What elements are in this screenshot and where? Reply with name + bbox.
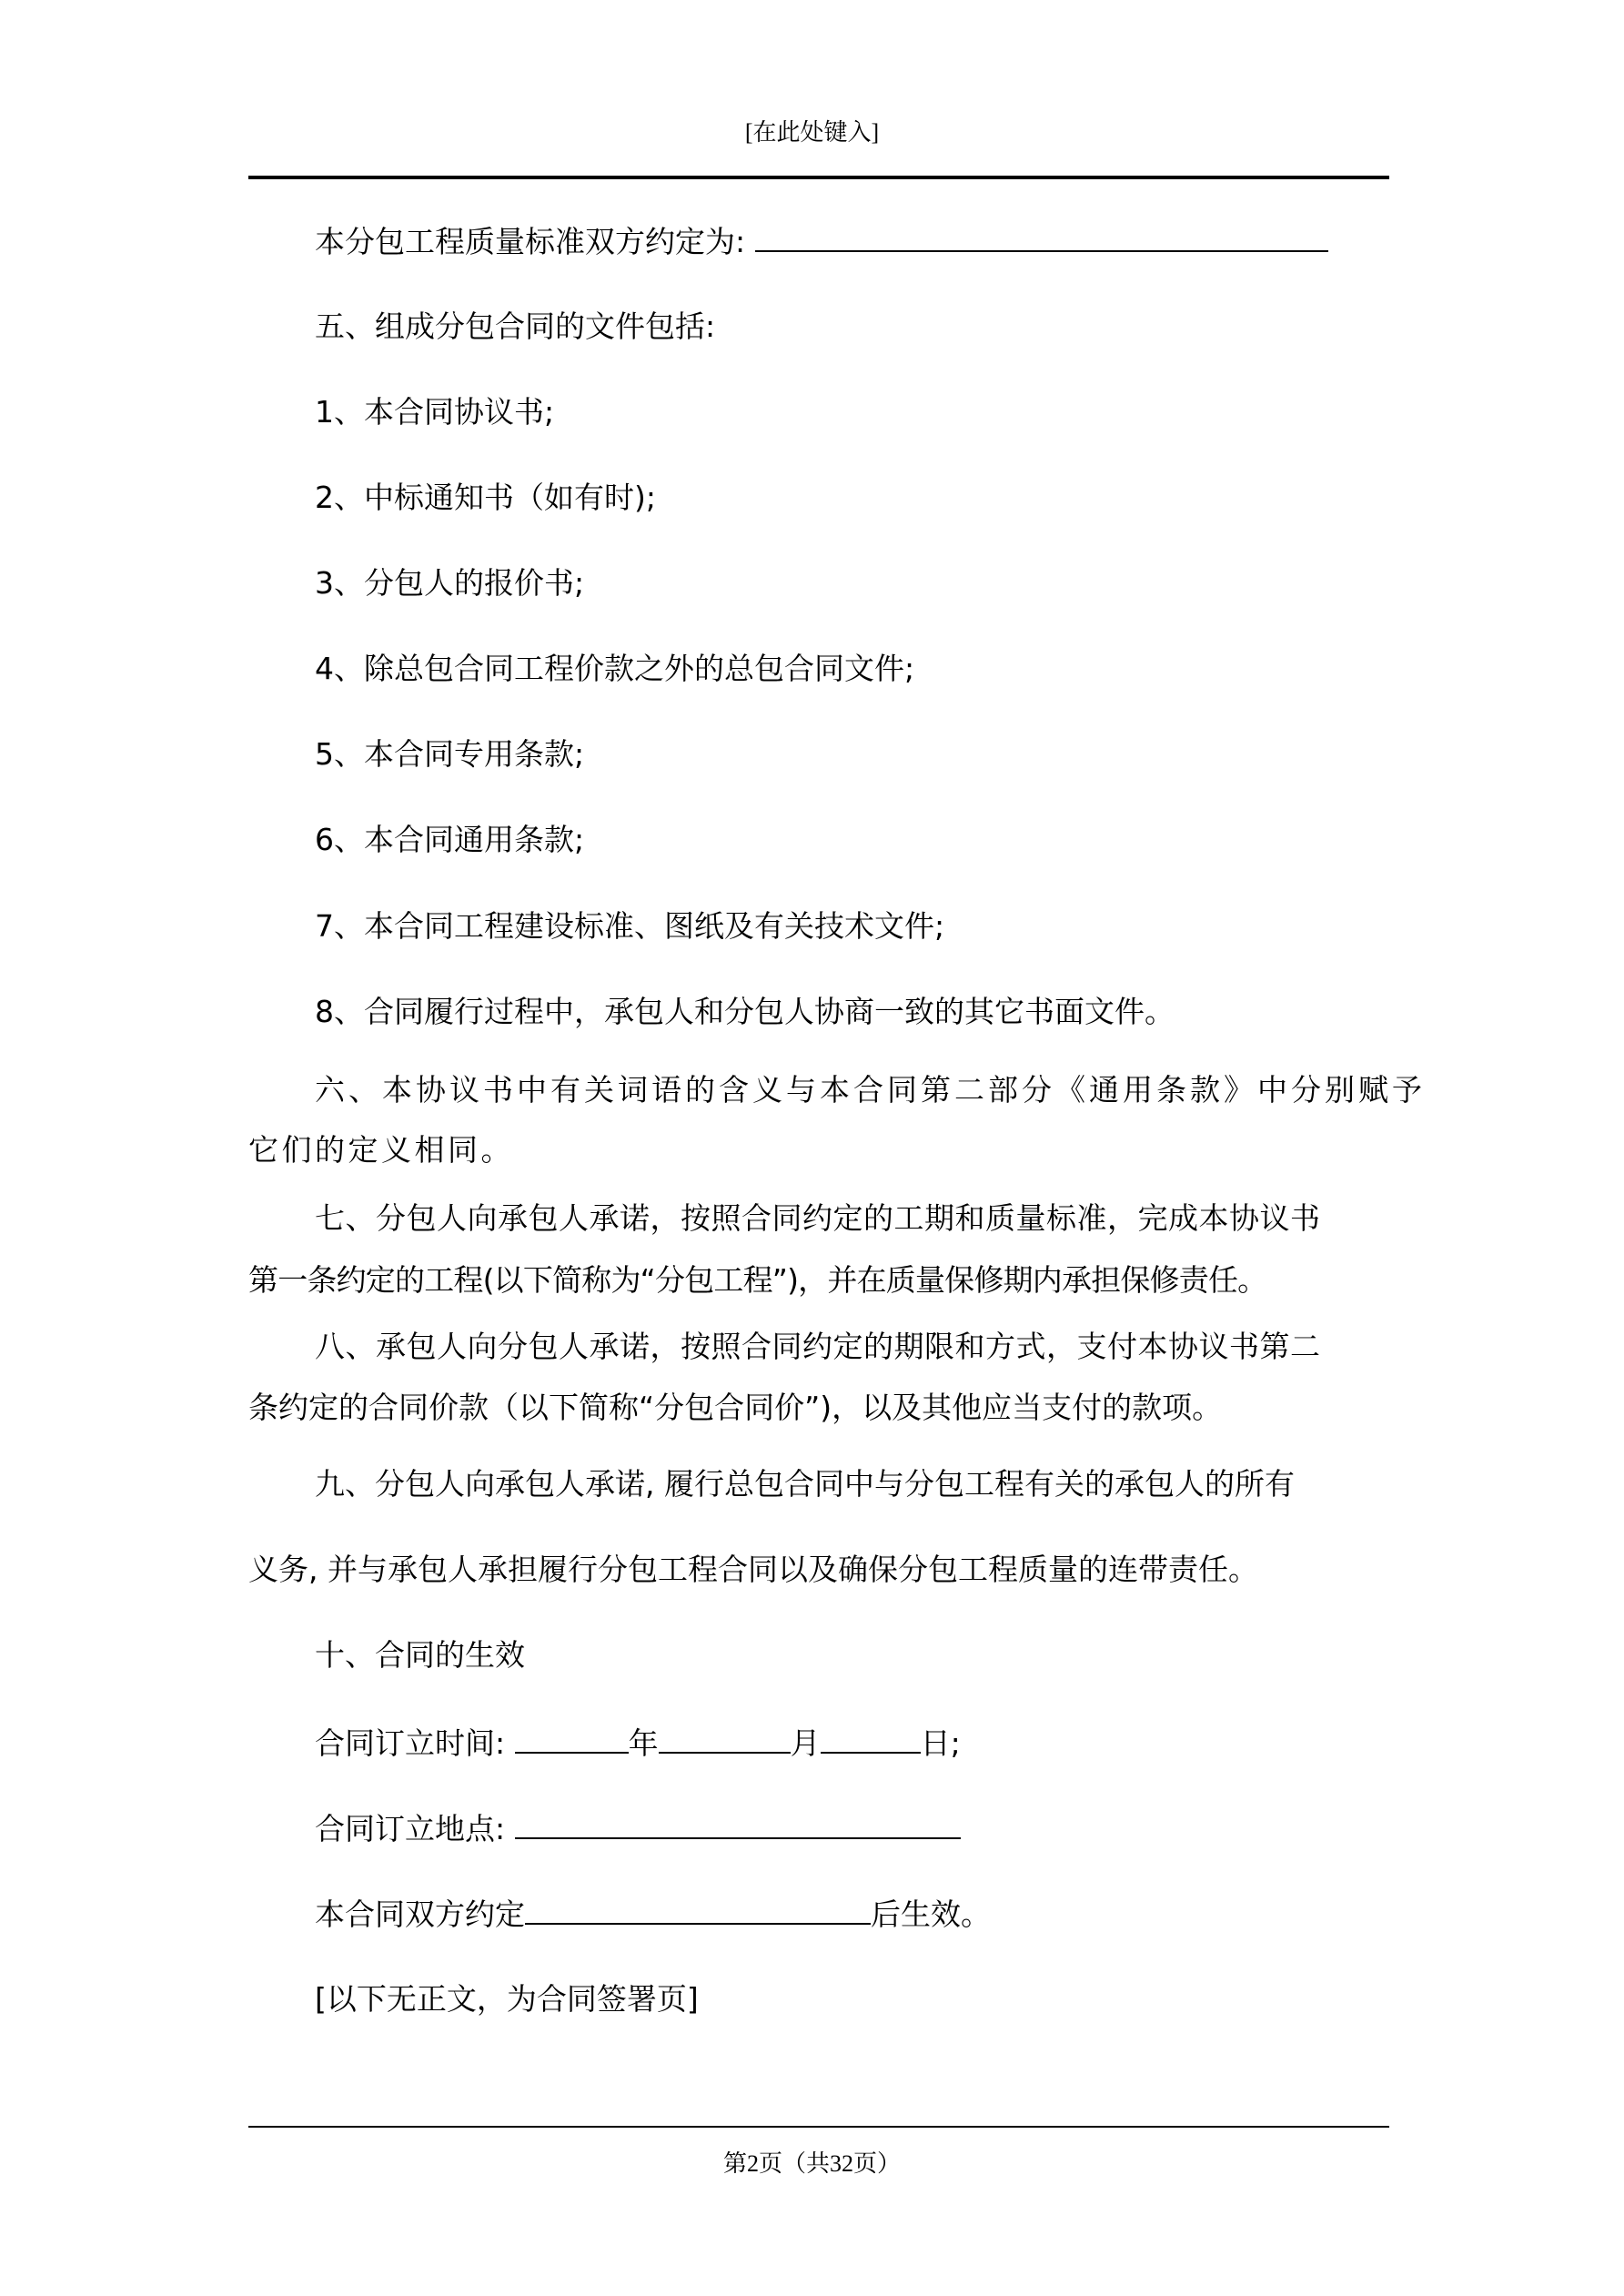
header-rule [248,176,1389,179]
page-footer: 第2页（共32页） [722,2150,901,2177]
doc-item: 2、中标通知书（如有时); [315,480,656,515]
month-blank[interactable] [659,1725,791,1754]
doc-item: 5、本合同专用条款; [315,736,585,772]
effective-blank[interactable] [525,1896,871,1925]
section10-title: 十、合同的生效 [315,1637,525,1673]
sign-place-line [248,1810,1389,1847]
doc-item: 7、本合同工程建设标准、图纸及有关技术文件; [315,908,945,944]
doc-item: 1、本合同协议书; [315,394,555,430]
year-blank[interactable] [515,1725,629,1754]
section6-line2: 它们的定义相同。 [248,1132,514,1168]
section8-line1: 八、承包人向分包人承诺，按照合同约定的期限和方式，支付本协议书第二 [315,1329,1321,1364]
sign-time-label: 合同订立时间: [315,1725,506,1761]
day-blank[interactable] [821,1725,921,1754]
day-label: 日; [920,1725,961,1761]
sign-time-line [248,1725,1389,1762]
quality-blank[interactable] [755,223,1328,252]
doc-item: 4、除总包合同工程价款之外的总包合同文件; [315,651,915,686]
doc-item: 3、分包人的报价书; [315,565,585,601]
section7-line1: 七、分包人向承包人承诺，按照合同约定的工期和质量标准，完成本协议书 [315,1200,1321,1236]
section8-line2: 条约定的合同价款（以下简称“分包合同价”)，以及其他应当支付的款项。 [248,1390,1223,1425]
section6-line1: 六、本协议书中有关词语的含义与本合同第二部分《通用条款》中分别赋予 [315,1072,1426,1108]
section9-line2: 义务, 并与承包人承担履行分包工程合同以及确保分包工程质量的连带责任。 [248,1552,1258,1587]
section5-title: 五、组成分包合同的文件包括: [315,308,716,344]
doc-item: 6、本合同通用条款; [315,822,585,857]
year-label: 年 [628,1725,659,1761]
month-label: 月 [790,1725,821,1761]
doc-item: 8、合同履行过程中，承包人和分包人协商一致的其它书面文件。 [315,994,1175,1029]
place-blank[interactable] [515,1810,961,1839]
quality-standard-line [248,223,1389,260]
page-header: [在此处键入] [744,119,880,146]
effective-suffix: 后生效。 [871,1896,991,1932]
quality-label: 本分包工程质量标准双方约定为: [315,224,746,259]
sign-place-label: 合同订立地点: [315,1811,506,1846]
end-note: [以下无正文，为合同签署页] [315,1981,699,2017]
section7-line2: 第一条约定的工程(以下简称为“分包工程”)，并在质量保修期内承担保修责任。 [248,1262,1267,1298]
footer-rule [248,2126,1389,2128]
effective-line [248,1896,1389,1933]
section9-line1: 九、分包人向承包人承诺, 履行总包合同中与分包工程有关的承包人的所有 [315,1466,1295,1502]
effective-prefix: 本合同双方约定 [315,1896,525,1932]
